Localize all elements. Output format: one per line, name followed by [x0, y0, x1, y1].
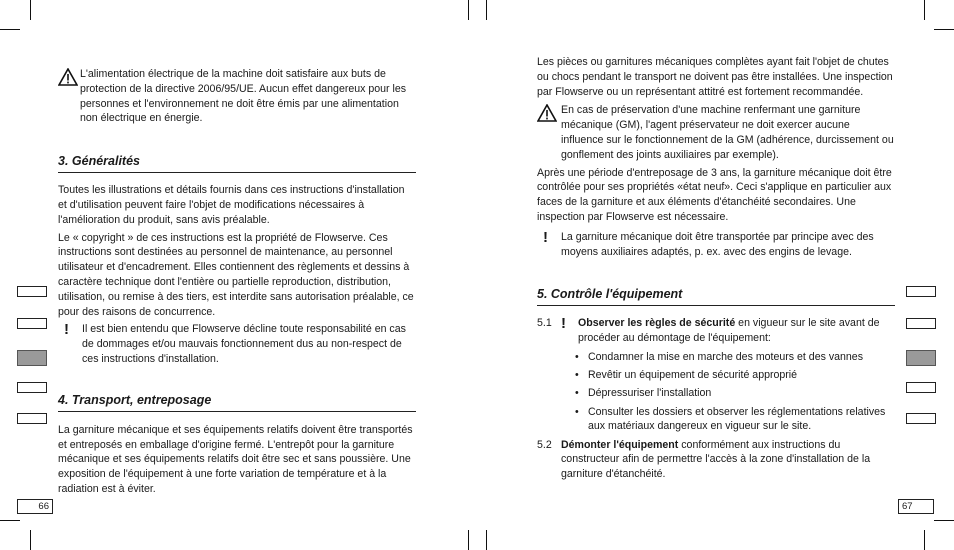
section-4-paragraph: La garniture mécanique et ses équipements relatifs doivent être transportés et entreposés en emballage d'origine fermé. L'entrepôt pour la garniture mécanique et ses équipements relatifs doit être sec et sans poussière. Une exposition de l'équipement à une forte variation de température et à la radiation est à éviter. [58, 423, 413, 495]
bullet-text: Dépressuriser l'installation [588, 387, 712, 400]
transport-note: La garniture mécanique doit être transportée par principe avec des moyens auxiliaires adaptés, p. ex. avec des engins de levage. [561, 230, 874, 258]
item-5-1-text [561, 316, 895, 346]
page-number-left: 66 [17, 499, 53, 514]
item-5-1 [537, 316, 895, 346]
side-tab [906, 286, 936, 297]
note-block [58, 322, 416, 366]
side-tab [17, 413, 47, 424]
bullet-text: Condamner la mise en marche des moteurs et des vannes [588, 350, 863, 363]
side-tab-active [906, 350, 936, 366]
exclamation-icon: ! [561, 315, 566, 333]
item-5-2-bold: Démonter l'équipement [561, 438, 679, 451]
bullet-icon: • [575, 405, 579, 418]
list-item [575, 405, 895, 435]
bullet-icon: • [575, 387, 579, 400]
crop-mark [0, 520, 20, 521]
crop-mark [468, 0, 469, 20]
crop-mark [934, 520, 954, 521]
crop-mark [486, 0, 487, 20]
exclamation-icon: ! [543, 228, 548, 246]
side-tab [906, 382, 936, 393]
bullet-text: Revêtir un équipement de sécurité approprié [588, 369, 798, 382]
warning-block [58, 67, 416, 126]
item-5-2 [537, 438, 895, 482]
side-tab [906, 318, 936, 329]
transport-paragraph: Les pièces ou garnitures mécaniques complètes ayant fait l'objet de chutes ou chocs pendant le transport ne doivent pas être installées. Une inspection par Flowserve ou un représentant attitré est fortement recommandée. [537, 56, 893, 98]
left-page-column [58, 67, 416, 497]
exclamation-icon: ! [64, 321, 69, 339]
side-tab [17, 286, 47, 297]
warning-block [537, 103, 895, 162]
list-item [575, 386, 895, 401]
note-block [537, 230, 895, 260]
crop-mark [30, 530, 31, 550]
item-5-1-rest: en vigueur sur le site avant de procéder au démontage de l'équipement: [578, 317, 880, 345]
warning-intro-text: L'alimentation électrique de la machine doit satisfaire aux buts de protection de la directive 2006/95/UE. Aucun effet dangereux pour les personnes et l'environnement ne doit être émis par une alimentation non électrique en énergie. [80, 68, 407, 125]
bullet-icon: • [575, 350, 579, 363]
safety-bullet-list [537, 350, 895, 434]
list-item [575, 350, 895, 365]
storage-paragraph: Après une période d'entreposage de 3 ans, la garniture mécanique doit être contrôlée pour ses propriétés «état neuf». Ceci s'applique en particulier aux faces de la garniture et aux éléments d'étanchéité secondaires. Une inspection par Flowserve est nécessaire. [537, 166, 892, 223]
right-page-column [537, 55, 895, 482]
section-3-heading: 3. Généralités [58, 153, 416, 173]
crop-mark [30, 0, 31, 20]
crop-mark [924, 530, 925, 550]
section-5-heading: 5. Contrôle l'équipement [537, 286, 895, 306]
item-5-2-text [561, 438, 895, 482]
side-tab [906, 413, 936, 424]
crop-mark [924, 0, 925, 20]
side-tab [17, 382, 47, 393]
crop-mark [468, 530, 469, 550]
bullet-icon: • [575, 369, 579, 382]
page-number-right: 67 [898, 499, 934, 514]
warning-triangle-icon [58, 68, 78, 91]
bullet-text: Consulter les dossiers et observer les réglementations relatives aux matériaux dangereux en vigueur sur le site. [588, 405, 886, 433]
side-tab [17, 318, 47, 329]
warning-gm-text: En cas de préservation d'une machine renfermant une garniture mécanique (GM), l'agent préservateur ne doit exercer aucune influence sur le fonctionnement de la GM (adhérence, durcissement ou gonflement des joints auxiliaires par exemple). [561, 104, 894, 161]
item-5-2-rest: conformément aux instructions du constructeur afin de permettre l'accès à la zone d'installation de la garniture d'étanchéité. [561, 438, 871, 481]
section-4-heading: 4. Transport, entreposage [58, 392, 416, 412]
warning-triangle-icon [537, 104, 557, 127]
crop-mark [486, 530, 487, 550]
side-tab-active [17, 350, 47, 366]
crop-mark [0, 29, 20, 30]
section-3-note: Il est bien entendu que Flowserve décline toute responsabilité en cas de dommages et/ou mauvais fonctionnement dus au non-respect de ces instructions d'installation. [82, 323, 406, 365]
item-5-1-bold: Observer les règles de sécurité [578, 317, 736, 330]
section-3-paragraph: Toutes les illustrations et détails fournis dans ces instructions d'installation et d'utilisation peuvent faire l'objet de modifications nécessaires à l'amélioration du produit, sans avis préalable. [58, 184, 405, 226]
section-3-paragraph: Le « copyright » de ces instructions est la propriété de Flowserve. Ces instructions sont destinées au personnel de maintenance, au personnel utilisateur et d'encadrement. Elles contiennent des règlements et dessins à caractère technique dont l'entière ou partielle reproduction, distribution, utilisation, ou remise à des tiers, est interdite sans autorisation préalable, ce pour des raisons de concurrence. [58, 231, 414, 318]
crop-mark [934, 29, 954, 30]
item-number: 5.2 [537, 438, 552, 451]
item-number: 5.1 [537, 317, 552, 330]
list-item [575, 368, 895, 383]
